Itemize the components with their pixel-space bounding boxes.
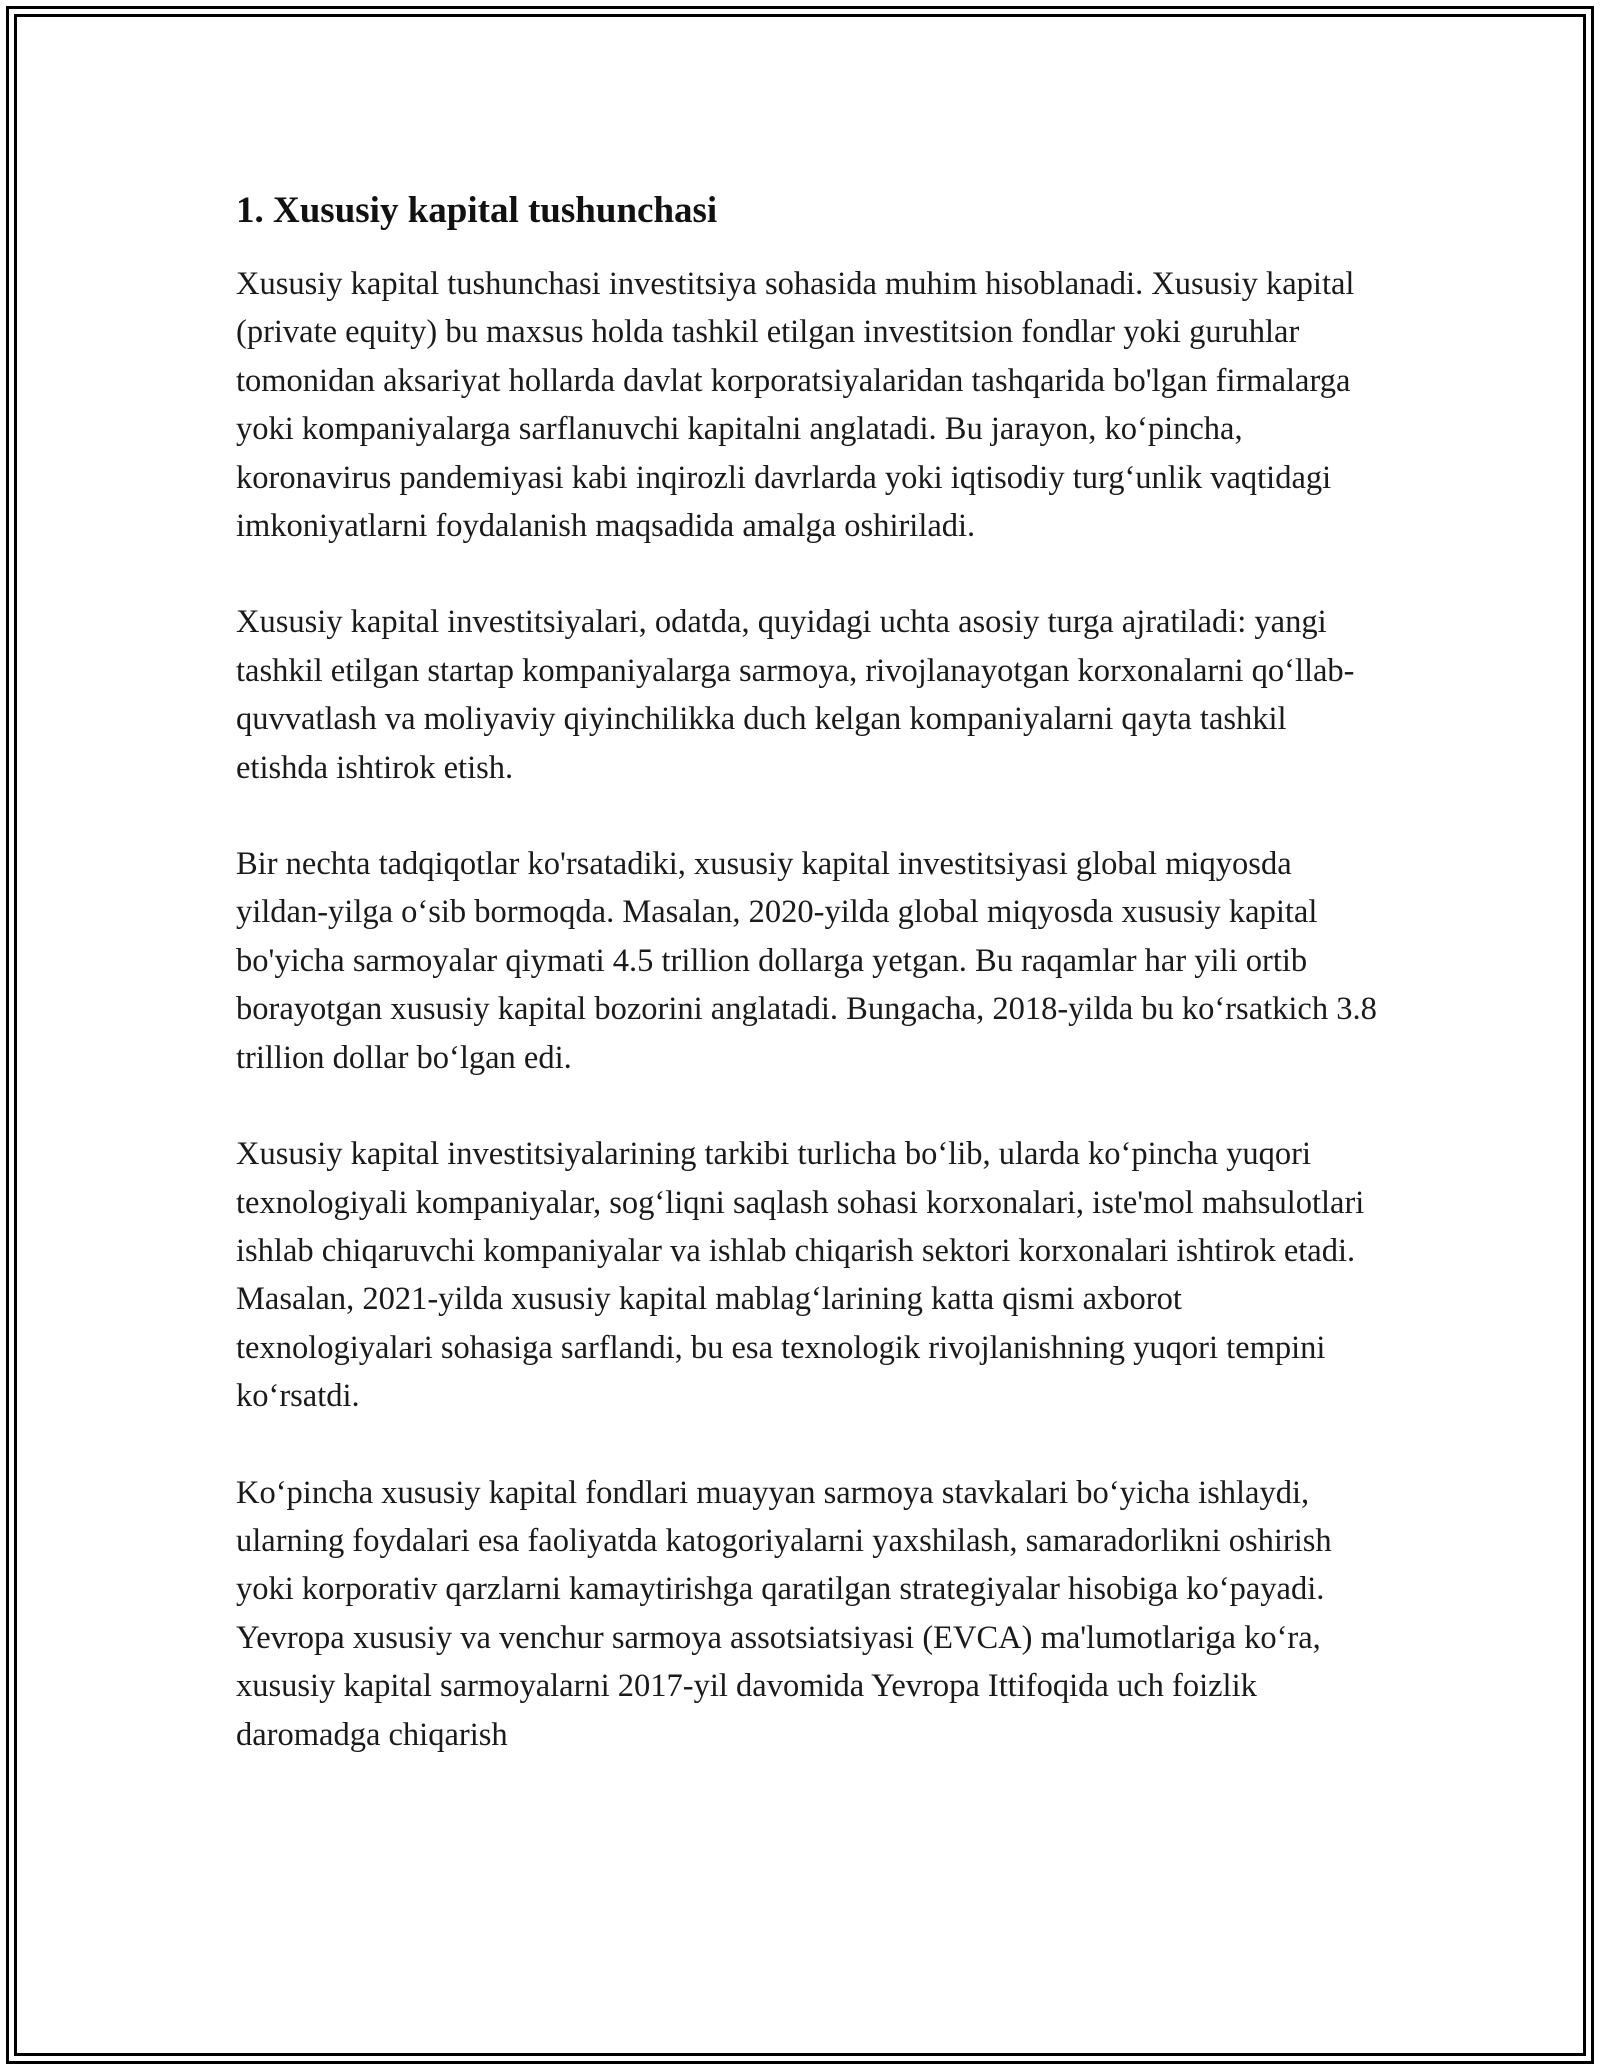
- paragraph: Xususiy kapital investitsiyalari, odatda, quyidagi uchta asosiy turga ajratiladi: yangi tashkil etilgan startap kompaniyalarga sarmoya, rivojlanayotgan korxonalarni qo‘llab-quvvatlash va moliyaviy qiyinchilikka duch kelgan kompaniyalarni qayta tashkil etishda ishtirok etish.: [236, 604, 1355, 786]
- document-body: [236, 186, 1386, 1807]
- paragraph: Bir nechta tadqiqotlar ko'rsatadiki, xususiy kapital investitsiyasi global miqyosda yildan-yilga o‘sib bormoqda. Masalan, 2020-yilda global miqyosda xususiy kapital bo'yicha sarmoyalar qiymati 4.5 trillion dollarga yetgan. Bu raqamlar har yili ortib borayotgan xususiy kapital bozorini anglatadi. Bungacha, 2018-yilda bu ko‘rsatkich 3.8 trillion dollar bo‘lgan edi.: [236, 846, 1377, 1076]
- paragraph: Xususiy kapital investitsiyalarining tarkibi turlicha bo‘lib, ularda ko‘pincha yuqori texnologiyali kompaniyalar, sog‘liqni saqlash sohasi korxonalari, iste'mol mahsulotlari ishlab chiqaruvchi kompaniyalar va ishlab chiqarish sektori korxonalari ishtirok etadi. Masalan, 2021-yilda xususiy kapital mablag‘larining katta qismi axborot texnologiyalari sohasiga sarflandi, bu esa texnologik rivojlanishning yuqori tempini ko‘rsatdi.: [236, 1136, 1365, 1415]
- paragraph: Ko‘pincha xususiy kapital fondlari muayyan sarmoya stavkalari bo‘yicha ishlaydi, ularning foydalari esa faoliyatda katogoriyalarni yaxshilash, samaradorlikni oshirish yoki korporativ qarzlarni kamaytirishga qaratilgan strategiyalar hisobiga ko‘payadi. Yevropa xususiy va venchur sarmoya assotsiatsiyasi (EVCA) ma'lumotlariga ko‘ra, xususiy kapital sarmoyalarni 2017-yil davomida Yevropa Ittifoqida uch foizlik daromadga chiqarish: [236, 1474, 1332, 1753]
- section-heading: 1. Xususiy kapital tushunchasi: [236, 190, 718, 231]
- paragraph: Xususiy kapital tushunchasi investitsiya sohasida muhim hisoblanadi. Xususiy kapital (private equity) bu maxsus holda tashkil etilgan investitsion fondlar yoki guruhlar tomonidan aksariyat hollarda davlat korporatsiyalaridan tashqarida bo'lgan firmalarga yoki kompaniyalarga sarflanuvchi kapitalni anglatadi. Bu jarayon, ko‘pincha, koronavirus pandemiyasi kabi inqirozli davrlarda yoki iqtisodiy turg‘unlik vaqtidagi imkoniyatlarni foydalanish maqsadida amalga oshiriladi.: [236, 266, 1355, 545]
